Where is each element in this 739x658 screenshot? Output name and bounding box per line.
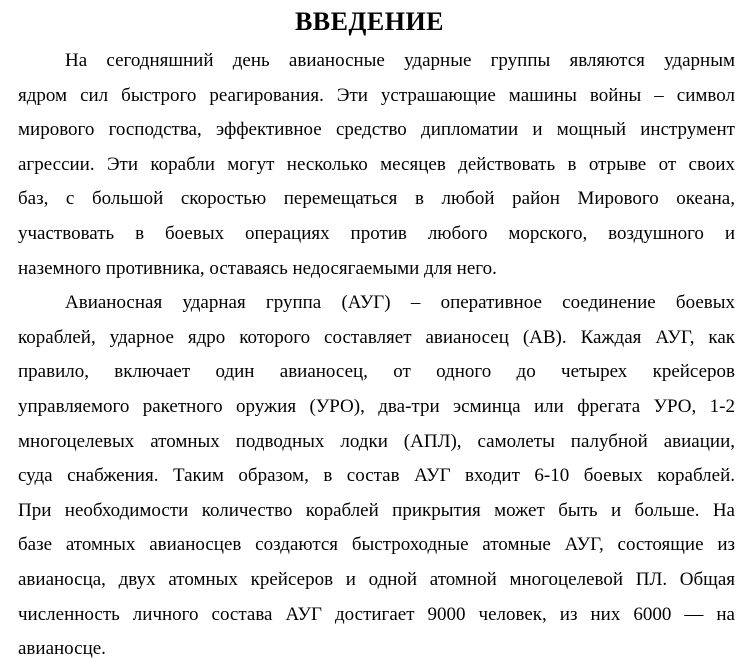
text-line: На сегодняшний день авианосные ударные группы являются ударным [65,50,735,71]
text-line: авианосце. [18,638,106,658]
text-line: авианосца, двух атомных крейсеров и одной атомной многоцелевой ПЛ. Общая [18,568,735,590]
text-line: участвовать в боевых операциях против любого морского, воздушного и [18,222,735,244]
text-line: баз, с большой скоростью перемещаться в любой район Мирового океана, [18,188,735,210]
text-line: ядром сил быстрого реагирования. Эти устрашающие машины войны – символ [18,84,735,106]
text-line: численность личного состава АУГ достигает 9000 человек, из них 6000 — на [18,603,735,625]
text-line: мирового господства, эффективное средство дипломатии и мощный инструмент [18,119,735,141]
text-line: суда снабжения. Таким образом, в состав АУГ входит 6-10 боевых кораблей. [18,465,735,487]
text-line: правило, включает один авианосец, от одного до четырех крейсеров [18,361,735,383]
text-line: кораблей, ударное ядро которого составляет авианосец (АВ). Каждая АУГ, как [18,326,735,348]
paragraph-aug-definition [18,286,735,658]
text-line: управляемого ракетного оружия (УРО), два-три эсминца или фрегата УРО, 1-2 [18,395,735,417]
document-body [18,44,735,658]
text-line: многоцелевых атомных подводных лодки (АПЛ), самолеты палубной авиации, [18,430,735,452]
text-line: агрессии. Эти корабли могут несколько месяцев действовать в отрыве от своих [18,153,735,175]
text-line: базе атомных авианосцев создаются быстроходные атомные АУГ, состоящие из [18,534,735,556]
page-title: ВВЕДЕНИЕ [294,7,445,36]
text-line: Авианосная ударная группа (АУГ) – оперативное соединение боевых [65,292,735,314]
paragraph-intro [18,44,735,286]
text-line: наземного противника, оставаясь недосягаемыми для него. [18,257,497,279]
text-line: При необходимости количество кораблей прикрытия может быть и больше. На [18,499,735,521]
